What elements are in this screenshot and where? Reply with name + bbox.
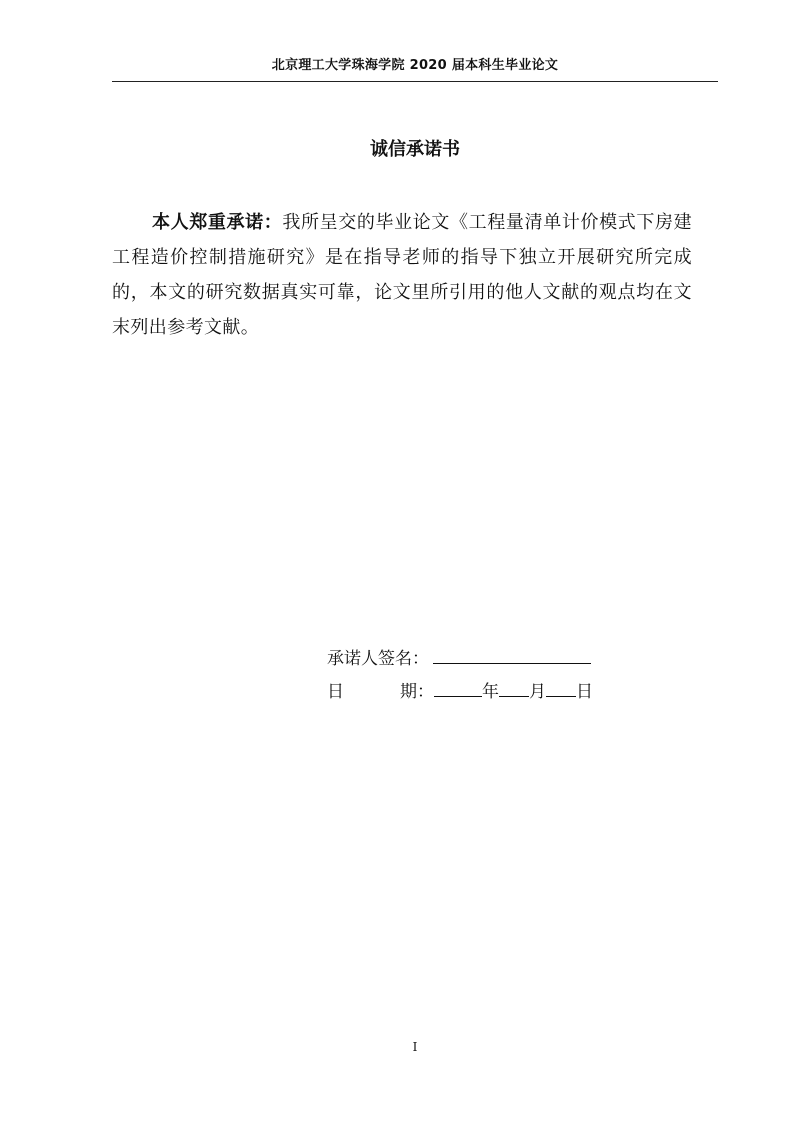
day-label: 日 xyxy=(576,682,593,702)
year-label: 年 xyxy=(482,682,499,702)
date-row xyxy=(327,678,593,704)
month-field[interactable] xyxy=(499,678,529,697)
pledge-lead: 本人郑重承诺： xyxy=(152,212,283,233)
page-number: I xyxy=(412,1040,418,1054)
pledge-paragraph xyxy=(112,205,692,345)
date-label-ri: 日 xyxy=(327,682,344,702)
header-text: 北京理工大学珠海学院 2020 届本科生毕业论文 xyxy=(271,58,559,73)
year-field[interactable] xyxy=(434,678,482,697)
day-field[interactable] xyxy=(546,678,576,697)
pledge-body: 我所呈交的毕业论文《工程量清单计价模式下房建工程造价控制措施研究》是在指导老师的指导下独立开展研究所完成的，本文的研究数据真实可靠，论文里所引用的他人文献的观点均在文末列出参考文献。 xyxy=(112,212,692,338)
signature-field[interactable] xyxy=(433,645,591,664)
page-title: 诚信承诺书 xyxy=(370,139,460,160)
signature-row xyxy=(327,645,591,671)
month-label: 月 xyxy=(529,682,546,702)
header-divider xyxy=(112,81,718,82)
date-label-qi: 期： xyxy=(400,682,434,702)
signature-label: 承诺人签名： xyxy=(327,649,429,669)
